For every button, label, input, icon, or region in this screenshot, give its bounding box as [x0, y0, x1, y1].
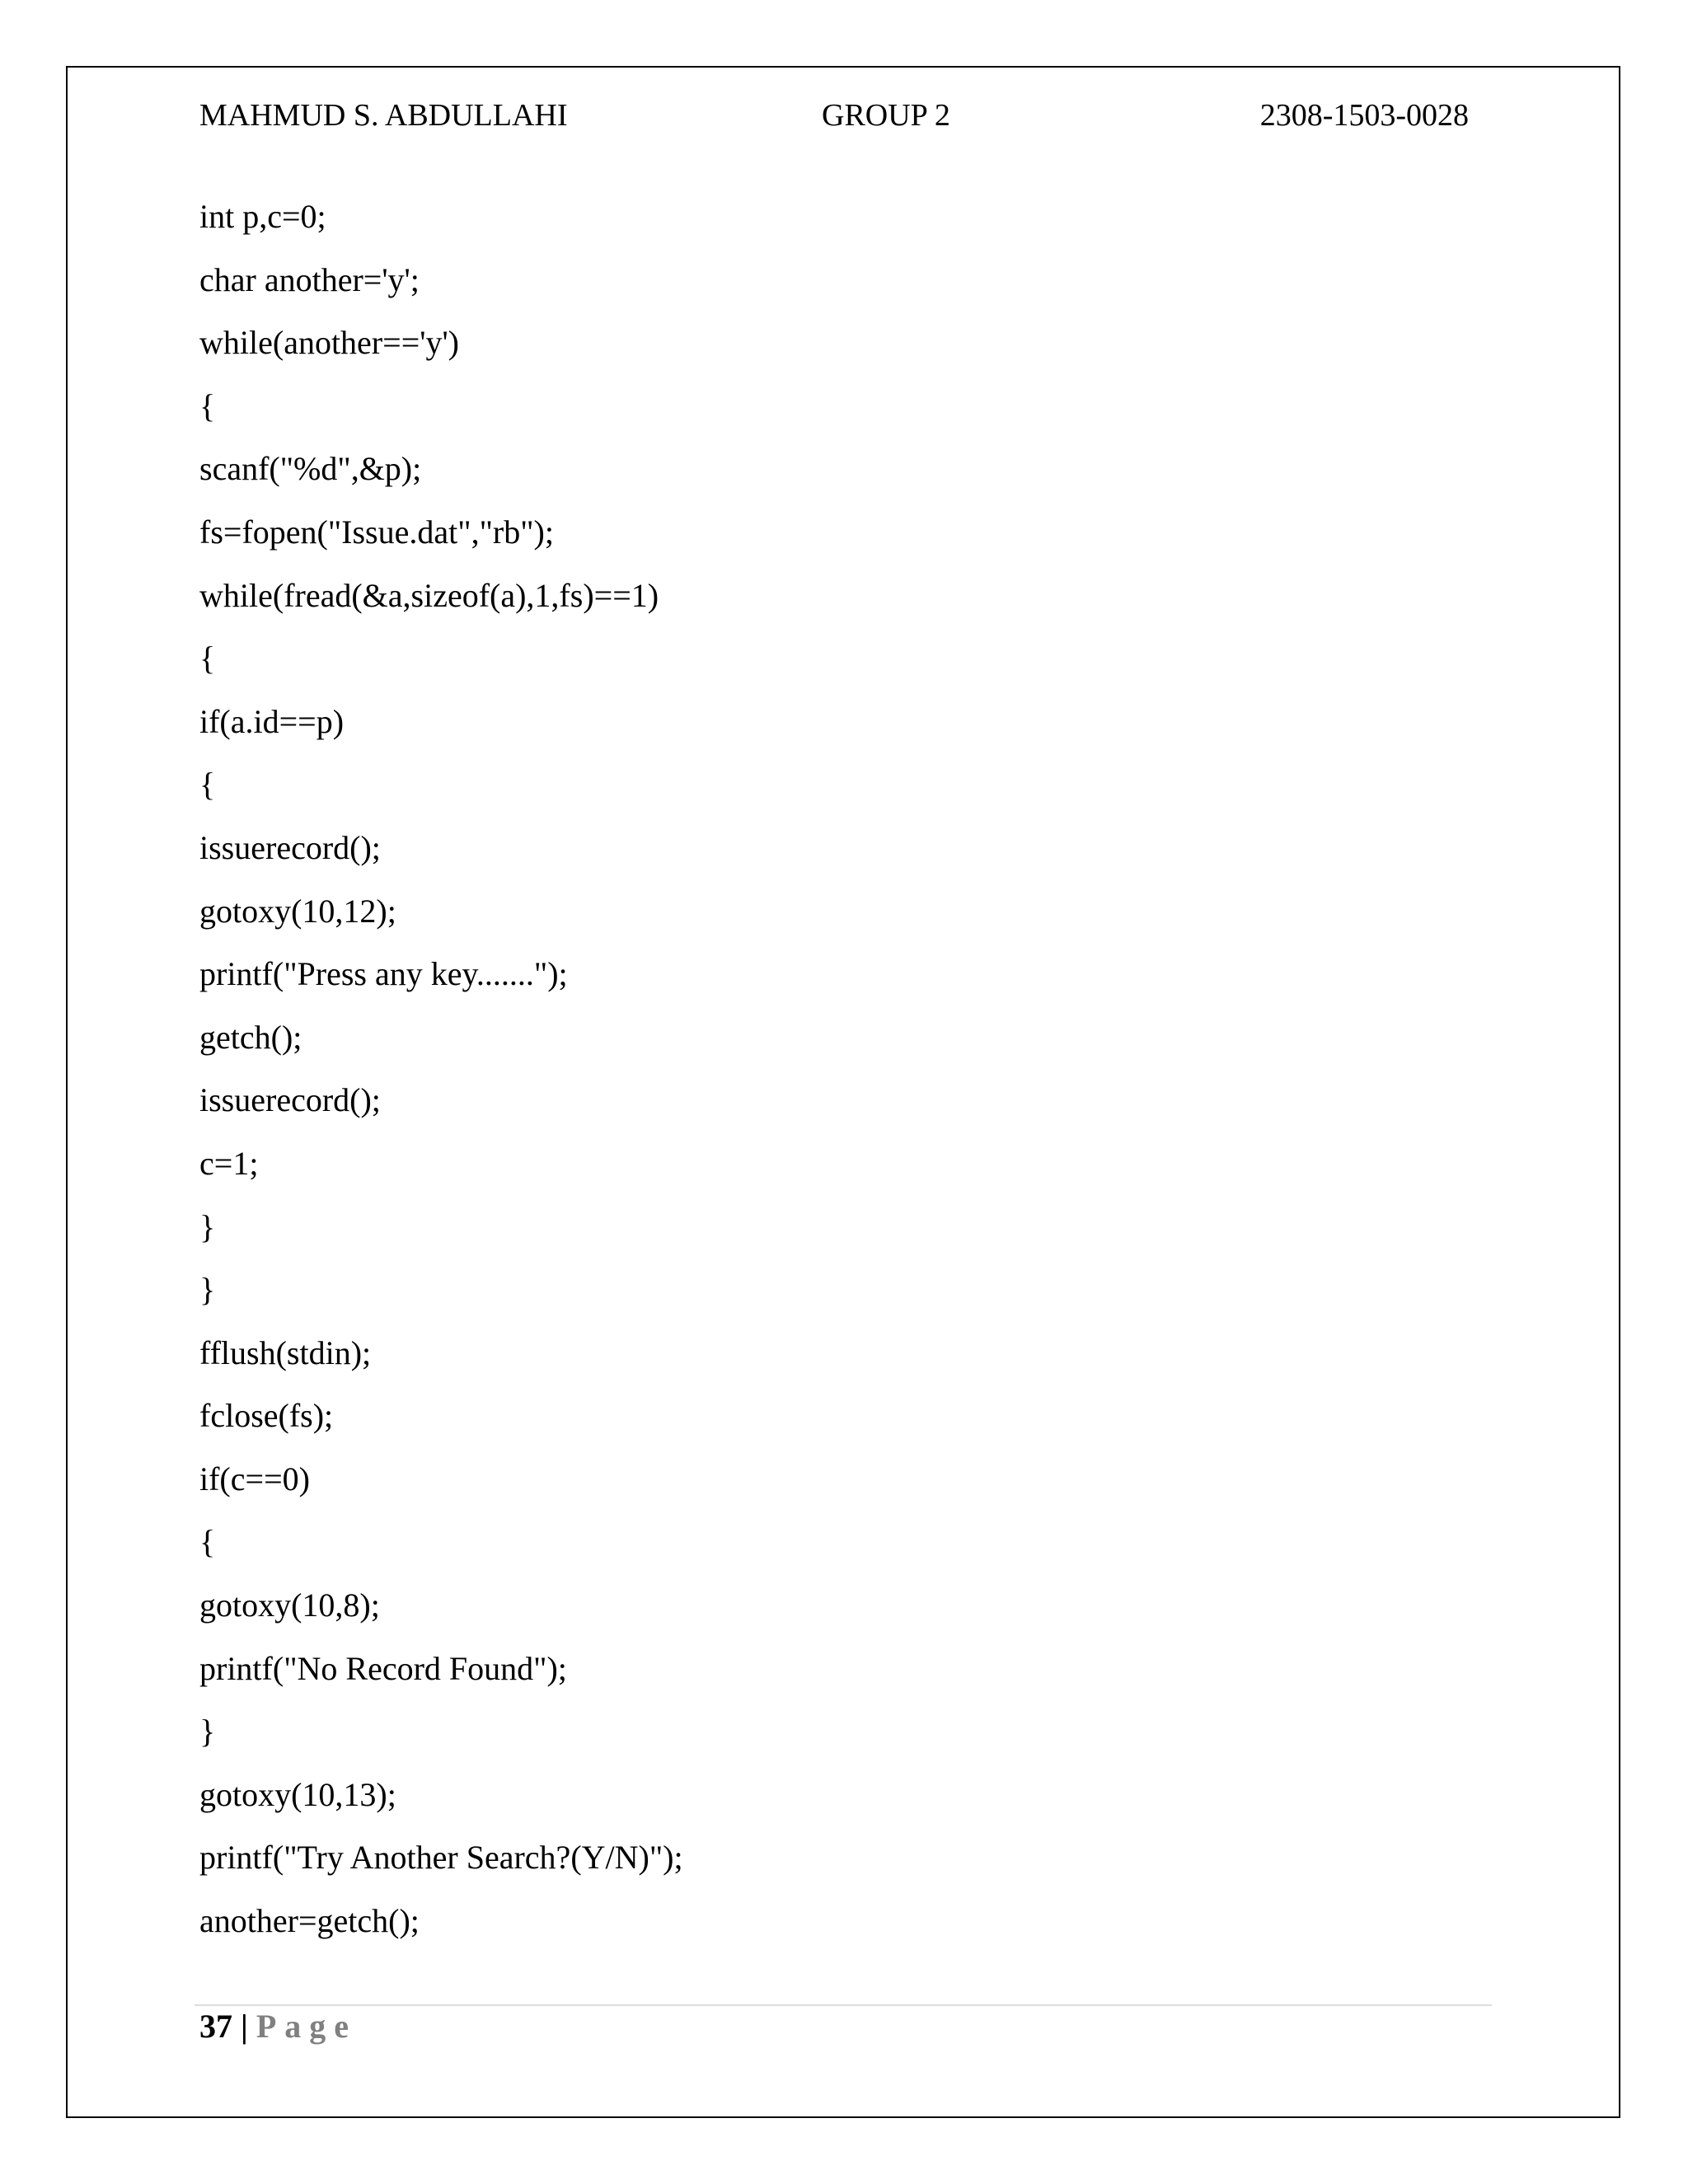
code-line: } — [199, 1271, 216, 1309]
footer-divider — [195, 2004, 1492, 2006]
code-line: } — [199, 1207, 216, 1245]
code-line: printf("Press any key......."); — [199, 955, 568, 993]
code-line: if(a.id==p) — [199, 702, 345, 740]
code-line: { — [199, 387, 216, 424]
code-line: { — [199, 1523, 216, 1561]
code-line: gotoxy(10,8); — [199, 1586, 380, 1624]
code-line: printf("No Record Found"); — [199, 1649, 567, 1687]
code-line: issuerecord(); — [199, 1081, 381, 1119]
code-line: while(another=='y') — [199, 324, 459, 362]
header-group: GROUP 2 — [822, 98, 950, 133]
code-line: issuerecord(); — [199, 828, 381, 866]
code-line: } — [199, 1713, 216, 1750]
code-line: int p,c=0; — [199, 198, 326, 235]
code-line: getch(); — [199, 1018, 302, 1056]
header-author: MAHMUD S. ABDULLAHI — [199, 98, 568, 133]
page-number: 37 — [199, 2008, 232, 2045]
page-header — [199, 97, 1469, 142]
header-student-id: 2308-1503-0028 — [1259, 98, 1469, 133]
code-line: another=getch(); — [199, 1902, 420, 1940]
code-line: char another='y'; — [199, 260, 420, 298]
code-line: if(c==0) — [199, 1460, 310, 1497]
footer-separator: | — [241, 2008, 248, 2045]
code-line: fclose(fs); — [199, 1397, 334, 1435]
code-line: { — [199, 766, 216, 804]
code-line: gotoxy(10,12); — [199, 892, 396, 930]
code-line: fflush(stdin); — [199, 1333, 372, 1371]
page-footer — [199, 2007, 357, 2046]
code-line: { — [199, 640, 216, 677]
code-line: fs=fopen("Issue.dat","rb"); — [199, 513, 554, 551]
code-line: printf("Try Another Search?(Y/N)"); — [199, 1839, 683, 1877]
code-line: scanf("%d",&p); — [199, 450, 422, 488]
code-listing — [199, 194, 683, 1961]
code-line: gotoxy(10,13); — [199, 1775, 396, 1813]
page-label: Page — [256, 2008, 357, 2045]
code-line: c=1; — [199, 1144, 259, 1182]
code-line: while(fread(&a,sizeof(a),1,fs)==1) — [199, 576, 659, 614]
